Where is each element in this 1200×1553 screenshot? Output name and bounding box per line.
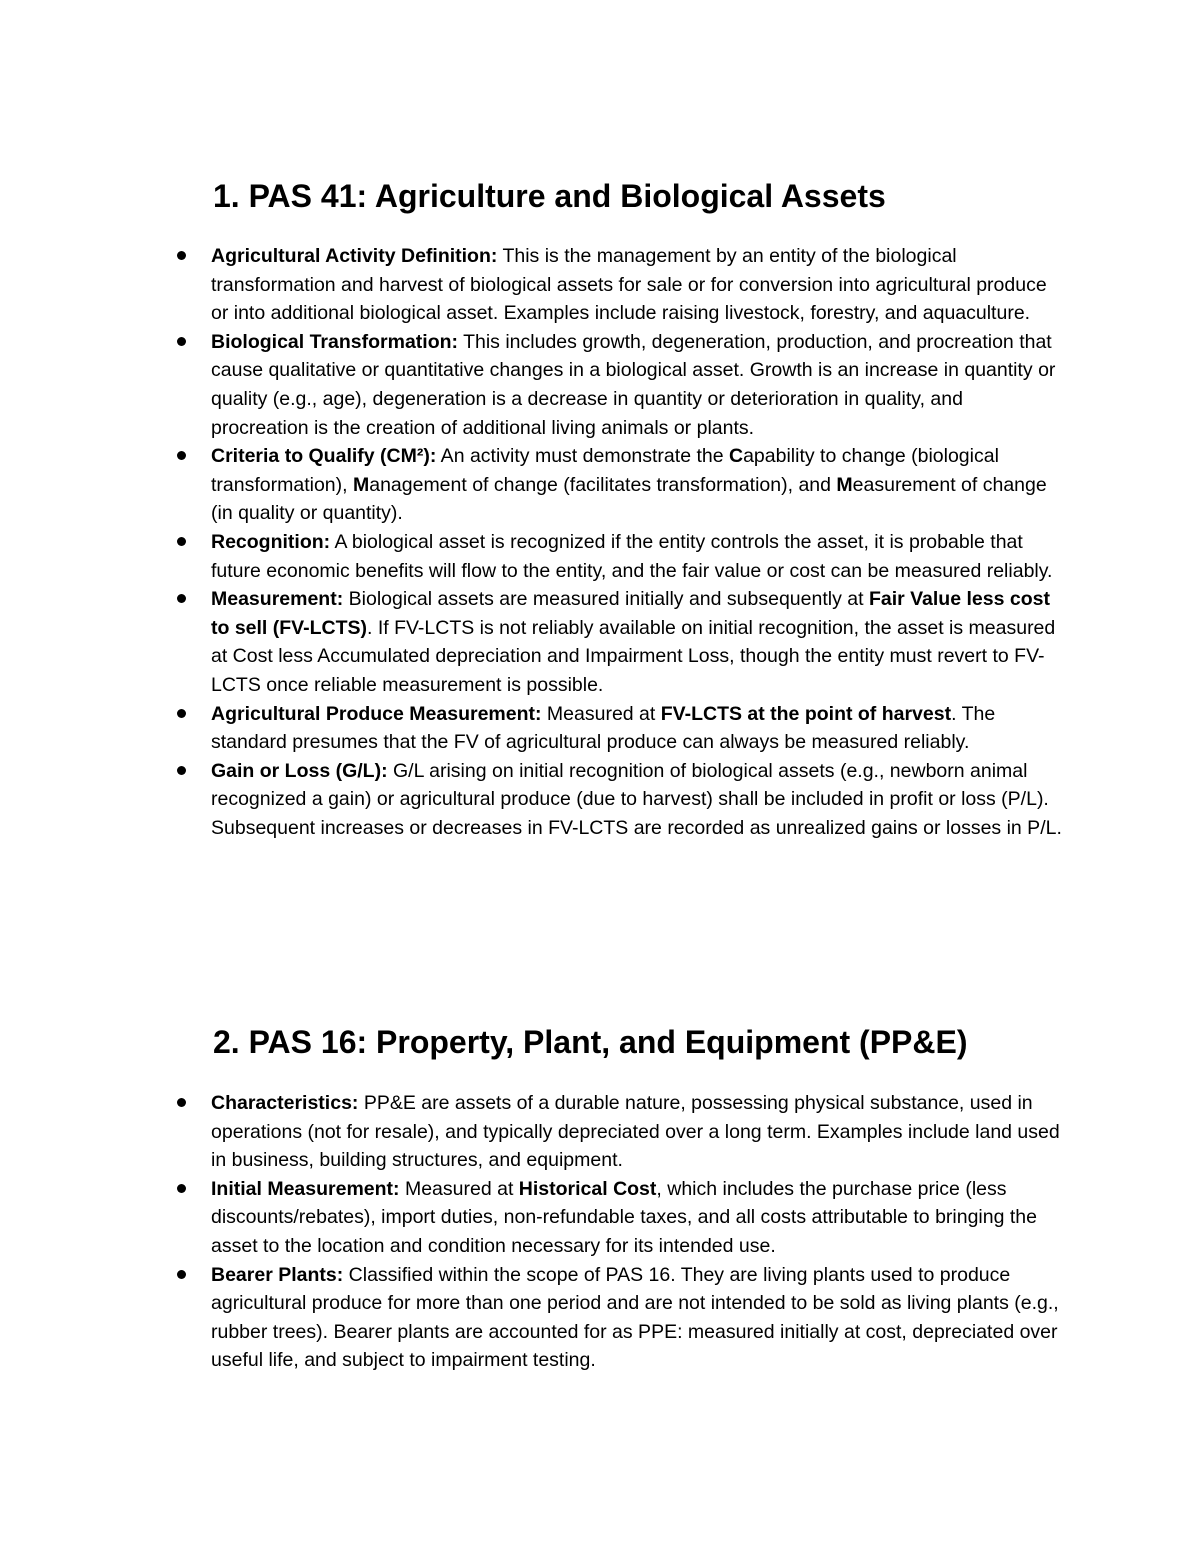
- section-pas-41: [0, 172, 1200, 842]
- item-term: Criteria to Qualify (CM²):: [211, 445, 437, 468]
- bullet-icon: [177, 537, 186, 546]
- item-text: This includes growth, degeneration, production, and procreation that cause qualitative or quantitative changes in a biological asset. Growth is an increase in quantity or quality (e.g., age), degeneration is a decrease in quantity or deterioration in quality, and procreation is the creation of additional living animals or plants.: [211, 330, 1056, 439]
- bullet-list: [0, 1089, 1200, 1375]
- list-item: [211, 528, 1063, 585]
- bullet-list: [0, 242, 1200, 842]
- item-text: PP&E are assets of a durable nature, possessing physical substance, used in operations (not for resale), and typically depreciated over a long term. Examples include land used in business, building structures, and equipment.: [211, 1092, 1060, 1172]
- item-text: Biological assets are measured initially and subsequently at: [343, 588, 869, 611]
- list-item: [211, 1261, 1063, 1375]
- item-term: Bearer Plants:: [211, 1263, 344, 1286]
- bullet-icon: [177, 451, 186, 460]
- section-heading: 1. PAS 41: Agriculture and Biological Assets: [213, 178, 886, 214]
- bullet-icon: [177, 337, 186, 346]
- item-emphasis: C: [728, 445, 744, 468]
- bullet-icon: [177, 251, 186, 260]
- bullet-icon: [177, 709, 186, 718]
- list-item: [211, 442, 1063, 528]
- item-emphasis: Historical Cost: [518, 1177, 657, 1200]
- bullet-icon: [177, 1098, 186, 1107]
- section-heading: 2. PAS 16: Property, Plant, and Equipment (PP&E): [213, 1024, 968, 1060]
- list-item: [211, 700, 1063, 757]
- item-text: A biological asset is recognized if the entity controls the asset, it is probable that future economic benefits will flow to the entity, and the fair value or cost can be measured reliably.: [211, 530, 1053, 582]
- item-text: anagement of change (facilitates transformation), and: [369, 473, 837, 496]
- item-text: , which includes the purchase price (less discounts/rebates), import duties, non-refundable taxes, and all costs attributable to bringing the asset to the location and condition necessary for its intended use.: [211, 1177, 1037, 1257]
- item-term: Recognition:: [211, 530, 331, 553]
- item-text: This is the management by an entity of the biological transformation and harvest of biological assets for sale or for conversion into agricultural produce or into additional biological asset. Examples include raising livestock, forestry, and aquaculture.: [211, 245, 1047, 325]
- bullet-icon: [177, 1184, 186, 1193]
- item-term: Agricultural Activity Definition:: [211, 245, 498, 267]
- item-term: Characteristics:: [211, 1092, 359, 1114]
- list-item: [211, 242, 1063, 328]
- item-text: . The standard presumes that the FV of agricultural produce can always be measured reliably.: [211, 702, 996, 754]
- list-item: [211, 585, 1063, 699]
- list-item: [211, 1175, 1063, 1261]
- item-text: apability to change (biological transformation),: [211, 445, 999, 496]
- item-text: Measured at: [541, 702, 661, 725]
- item-emphasis: Fair Value less cost to sell (FV-LCTS): [211, 588, 1050, 639]
- section-pas-16: [0, 1018, 1200, 1375]
- item-text: An activity must demonstrate the: [436, 445, 729, 468]
- item-text: . If FV-LCTS is not reliably available on initial recognition, the asset is measured at Cost less Accumulated depreciation and Impairment Loss, though the entity must revert to FV-LCTS once reliable measurement is possible.: [211, 616, 1056, 696]
- item-text: G/L arising on initial recognition of biological assets (e.g., newborn animal recognized a gain) or agricultural produce (due to harvest) shall be included in profit or loss (P/L). Subsequent increases or decreases in FV-LCTS are recorded as unrealized gains or losses in P/L.: [211, 759, 1062, 839]
- item-emphasis: FV-LCTS at the point of harvest: [660, 702, 952, 725]
- list-item: [211, 757, 1063, 843]
- item-text: easurement of change (in quality or quantity).: [211, 473, 1047, 525]
- list-item: [211, 328, 1063, 442]
- item-emphasis: M: [836, 473, 853, 496]
- item-term: Gain or Loss (G/L):: [211, 759, 388, 782]
- item-term: Initial Measurement:: [211, 1177, 400, 1200]
- bullet-icon: [177, 766, 186, 775]
- item-text: Measured at: [399, 1177, 519, 1200]
- item-emphasis: M: [352, 473, 370, 496]
- bullet-icon: [177, 594, 186, 603]
- item-term: Biological Transformation:: [211, 330, 459, 353]
- item-term: Measurement:: [211, 588, 344, 611]
- item-text: Classified within the scope of PAS 16. They are living plants used to produce agricultural produce for more than one period and are not intended to be sold as living plants (e.g., rubber trees). Bearer plants are accounted for as PPE: measured initially at cost, depreciated over useful life, and subject to impairment testing.: [211, 1263, 1059, 1372]
- item-term: Agricultural Produce Measurement:: [211, 702, 542, 725]
- list-item: [211, 1089, 1063, 1175]
- bullet-icon: [177, 1270, 186, 1279]
